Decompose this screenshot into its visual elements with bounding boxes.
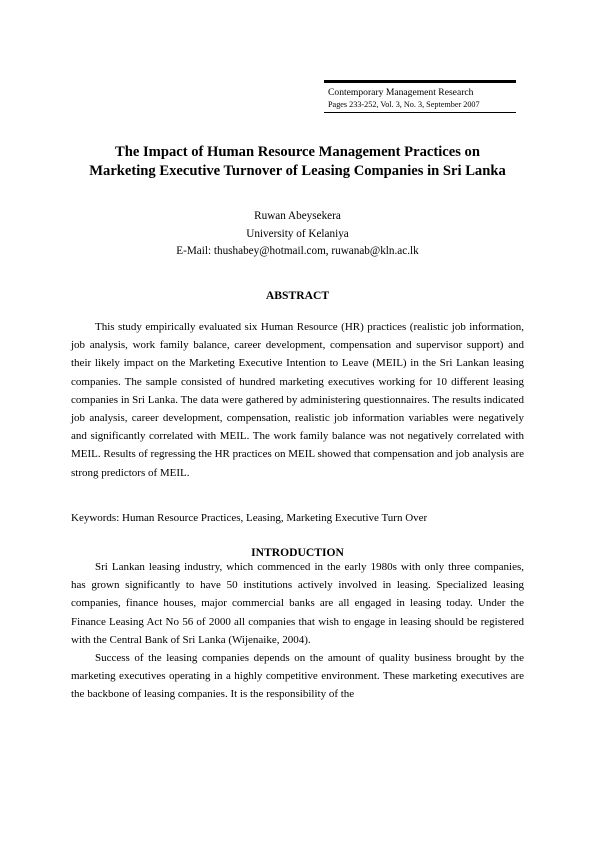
header-rule-top bbox=[324, 80, 516, 83]
title-line-2: Marketing Executive Turnover of Leasing Companies in Sri Lanka bbox=[89, 163, 506, 179]
keywords-line: Keywords: Human Resource Practices, Leasing, Marketing Executive Turn Over bbox=[71, 512, 428, 524]
abstract-body bbox=[71, 318, 524, 482]
author-name: Ruwan Abeysekera bbox=[254, 210, 341, 222]
abstract-heading: ABSTRACT bbox=[265, 289, 330, 302]
author-block bbox=[60, 208, 535, 261]
intro-paragraph-1: Sri Lankan leasing industry, which commenced in the early 1980s with only three companies, has grown significantly to have 50 institutions actively involved in leasing. Specialized leasing companies, finance houses, major commercial banks are all engaged in leasing today. Under the Finance Leasing Act No 56 of 2000 all companies that wish to engage in leasing should be registered with the Central Bank of Sri Lanka (Wijenaike, 2004). bbox=[71, 561, 524, 646]
introduction-body bbox=[71, 558, 524, 704]
header-rule-bottom bbox=[324, 112, 516, 113]
author-email: E-Mail: thushabey@hotmail.com, ruwanab@kln.ac.lk bbox=[176, 245, 419, 257]
journal-name: Contemporary Management Research bbox=[328, 87, 474, 98]
title-line-1: The Impact of Human Resource Management Practices on bbox=[115, 144, 480, 160]
intro-paragraph-2: Success of the leasing companies depends on the amount of quality business brought by the marketing executives operating in a highly competitive environment. These marketing executives are the backbone of leasing companies. It is the responsibility of the bbox=[71, 652, 524, 701]
author-affiliation: University of Kelaniya bbox=[246, 227, 349, 240]
journal-citation: Pages 233-252, Vol. 3, No. 3, September 2007 bbox=[328, 100, 480, 109]
journal-header bbox=[324, 80, 516, 113]
abstract-text: This study empirically evaluated six Human Resource (HR) practices (realistic job information, job analysis, work family balance, career development, compensation and supervisor support) and their likely impact on the Marketing Executive Intention to Leave (MEIL) in the Sri Lankan leasing companies. The sample consisted of hundred marketing executives working for 10 different leasing companies in Sri Lanka. The data were gathered by administering questionnaires. The results indicated job analysis, career development, compensation, realistic job information variables were negatively and significantly correlated with MEIL. The work family balance was not negatively correlated with MEIL. Results of regressing the HR practices on MEIL showed that compensation and job analysis are strong predictors of MEIL. bbox=[71, 321, 524, 479]
introduction-heading: INTRODUCTION bbox=[251, 546, 344, 559]
paper-title bbox=[60, 143, 535, 181]
